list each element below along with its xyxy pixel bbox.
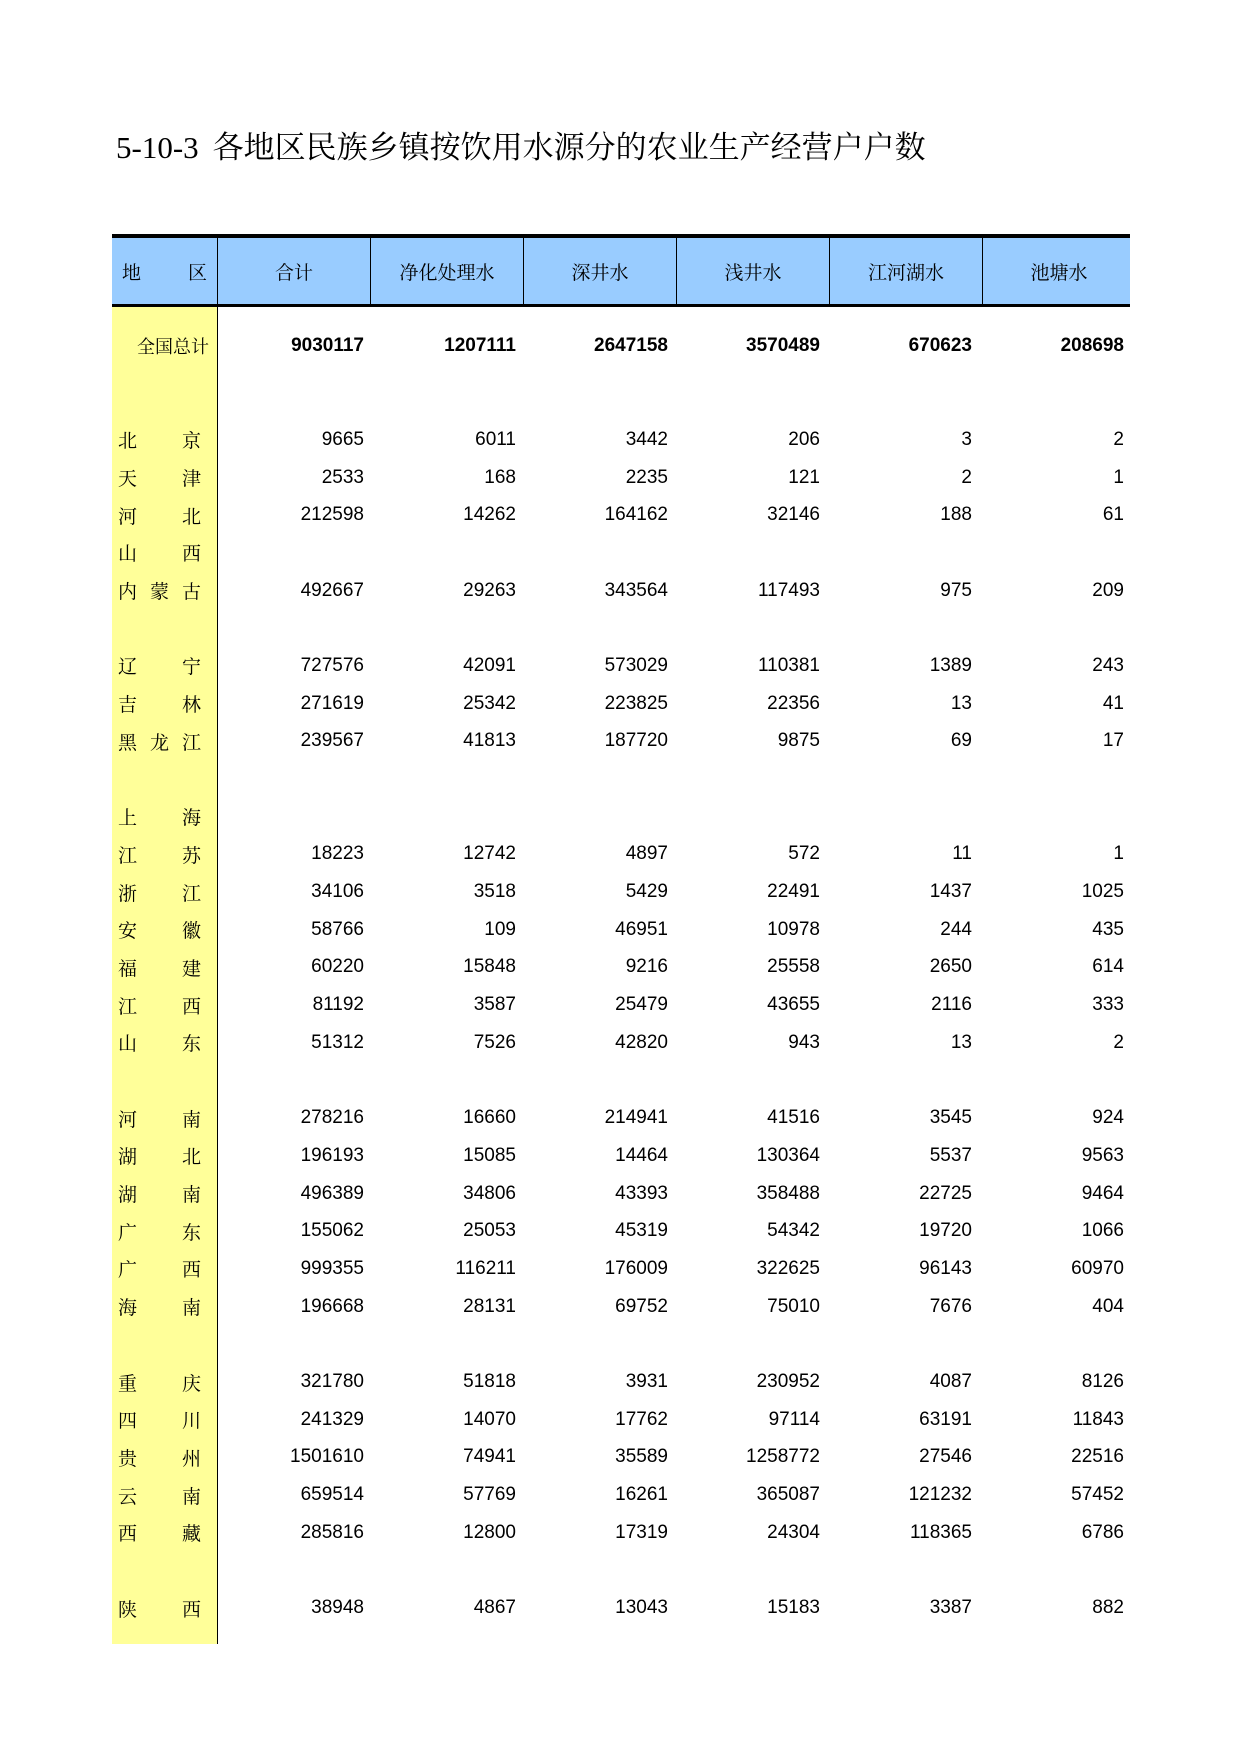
cell-value: 42820 (615, 1031, 668, 1053)
cell-value: 1437 (929, 881, 972, 903)
cell-value: 69 (950, 730, 972, 752)
cell-value: 333 (1092, 994, 1124, 1016)
header-purified-water: 净化处理水 (370, 238, 523, 304)
cell-value: 196668 (300, 1295, 364, 1317)
cell-value: 57769 (463, 1484, 516, 1506)
cell-value: 4087 (929, 1371, 972, 1393)
cell-value: 659514 (300, 1484, 364, 1506)
cell-value: 2 (1113, 1031, 1124, 1053)
region-name (112, 1369, 217, 1396)
blank-row (112, 1326, 1130, 1364)
cell-value: 435 (1092, 918, 1124, 940)
table-title: 各地区民族乡镇按饮用水源分的农业生产经营户户数 (212, 130, 926, 165)
cell-value: 12800 (463, 1521, 516, 1543)
cell-value: 6011 (475, 428, 516, 450)
blank-row (112, 1062, 1130, 1100)
cell-value: 22356 (767, 692, 820, 714)
total-value: 3570489 (746, 335, 820, 356)
cell-value: 34106 (311, 881, 364, 903)
cell-value: 3442 (625, 428, 668, 450)
region-char: 古 (181, 581, 201, 604)
region-char: 重 (118, 1372, 138, 1395)
table-row (112, 873, 1130, 911)
region-name (112, 1255, 217, 1282)
region-name (112, 992, 217, 1019)
region-char: 建 (181, 957, 201, 980)
cell-value: 3 (961, 428, 972, 450)
cell-value: 3545 (929, 1107, 972, 1129)
cell-value: 572 (788, 843, 820, 865)
cell-value: 121232 (908, 1484, 972, 1506)
cell-value: 22725 (919, 1182, 972, 1204)
cell-value: 17319 (615, 1521, 668, 1543)
cell-value: 241329 (300, 1408, 364, 1430)
region-name (112, 841, 217, 868)
table-row (112, 1589, 1130, 1627)
table-row (112, 1212, 1130, 1250)
cell-value: 17762 (615, 1408, 668, 1430)
cell-value: 22516 (1071, 1446, 1124, 1468)
blank-row (112, 609, 1130, 647)
region-name (112, 803, 217, 830)
table-row (112, 1476, 1130, 1514)
cell-value: 243 (1092, 654, 1124, 676)
cell-value: 15183 (767, 1597, 820, 1619)
cell-value: 14464 (615, 1144, 668, 1166)
table-row (112, 1439, 1130, 1477)
region-char: 内 (118, 581, 138, 604)
blank-row (112, 760, 1130, 798)
region-name (112, 1482, 217, 1509)
table-row (112, 723, 1130, 761)
cell-value: 176009 (604, 1257, 668, 1279)
region-name (112, 1519, 217, 1546)
cell-value: 2235 (625, 466, 668, 488)
cell-value: 1389 (929, 654, 972, 676)
cell-value: 13 (950, 692, 972, 714)
table-row (112, 1288, 1130, 1326)
region-name (112, 426, 217, 453)
cell-value: 15848 (463, 956, 516, 978)
region-char: 南 (181, 1108, 201, 1131)
cell-value: 2650 (929, 956, 972, 978)
cell-value: 2 (961, 466, 972, 488)
cell-value: 1066 (1081, 1220, 1124, 1242)
cell-value: 5537 (929, 1144, 972, 1166)
region-char: 江 (118, 995, 138, 1018)
cell-value: 38948 (311, 1597, 364, 1619)
cell-value: 29263 (463, 579, 516, 601)
region-char: 西 (181, 1259, 201, 1282)
table-row (112, 1137, 1130, 1175)
cell-value: 96143 (919, 1257, 972, 1279)
region-char: 山 (118, 543, 138, 566)
table-header (112, 234, 1130, 307)
total-value: 2647158 (594, 335, 668, 356)
region-char: 林 (181, 694, 201, 717)
total-value: 670623 (908, 335, 972, 356)
region-char: 西 (118, 1523, 138, 1546)
cell-value: 13043 (615, 1597, 668, 1619)
cell-value: 42091 (463, 654, 516, 676)
cell-value: 18223 (311, 843, 364, 865)
cell-value: 9464 (1081, 1182, 1124, 1204)
region-char: 湖 (118, 1184, 138, 1207)
table-row (112, 1514, 1130, 1552)
region-name (112, 879, 217, 906)
region-char: 庆 (181, 1372, 201, 1395)
cell-value: 943 (788, 1031, 820, 1053)
region-char: 江 (181, 731, 201, 754)
cell-value: 45319 (615, 1220, 668, 1242)
cell-value: 41 (1102, 692, 1124, 714)
cell-value: 9875 (777, 730, 820, 752)
cell-value: 12742 (463, 843, 516, 865)
cell-value: 27546 (919, 1446, 972, 1468)
table-row (112, 911, 1130, 949)
cell-value: 7526 (473, 1031, 516, 1053)
header-pond-water: 池塘水 (982, 238, 1135, 304)
cell-value: 13 (950, 1031, 972, 1053)
cell-value: 271619 (300, 692, 364, 714)
table-code: 5-10-3 (116, 130, 199, 165)
cell-value: 365087 (756, 1484, 820, 1506)
region-name (112, 1444, 217, 1471)
cell-value: 975 (940, 579, 972, 601)
cell-value: 404 (1092, 1295, 1124, 1317)
region-char: 津 (181, 468, 201, 491)
cell-value: 16261 (615, 1484, 668, 1506)
region-name (112, 577, 217, 604)
cell-value: 196193 (300, 1144, 364, 1166)
cell-value: 1 (1113, 466, 1124, 488)
region-char: 东 (181, 1221, 201, 1244)
cell-value: 999355 (300, 1257, 364, 1279)
cell-value: 46951 (615, 918, 668, 940)
cell-value: 11 (952, 843, 972, 865)
total-value: 208698 (1060, 335, 1124, 356)
region-char: 天 (118, 468, 138, 491)
cell-value: 16660 (463, 1107, 516, 1129)
cell-value: 121 (788, 466, 820, 488)
cell-value: 1025 (1081, 881, 1124, 903)
cell-value: 2 (1113, 428, 1124, 450)
region-name (112, 652, 217, 679)
region-char: 吉 (118, 694, 138, 717)
cell-value: 58766 (311, 918, 364, 940)
region-char: 川 (181, 1410, 201, 1433)
cell-value: 15085 (463, 1144, 516, 1166)
cell-value: 54342 (767, 1220, 820, 1242)
region-char: 东 (181, 1033, 201, 1056)
cell-value: 118365 (910, 1521, 972, 1543)
cell-value: 74941 (463, 1446, 516, 1468)
cell-value: 60970 (1071, 1257, 1124, 1279)
cell-value: 5429 (625, 881, 668, 903)
region-char: 徽 (181, 920, 201, 943)
region-char: 南 (181, 1485, 201, 1508)
table-row (112, 1363, 1130, 1401)
table-row (112, 1175, 1130, 1213)
region-char: 京 (181, 430, 201, 453)
cell-value: 285816 (300, 1521, 364, 1543)
header-total: 合计 (217, 238, 370, 304)
table-row (112, 647, 1130, 685)
table-row (112, 1401, 1130, 1439)
cell-value: 51312 (311, 1031, 364, 1053)
table-row (112, 1024, 1130, 1062)
cell-value: 25479 (615, 994, 668, 1016)
table-row (112, 1099, 1130, 1137)
region-char: 浙 (118, 882, 138, 905)
region-name (112, 916, 217, 943)
cell-value: 22491 (767, 881, 820, 903)
cell-value: 214941 (604, 1107, 668, 1129)
table-row (112, 685, 1130, 723)
region-name (112, 1105, 217, 1132)
total-value: 9030117 (291, 335, 364, 356)
cell-value: 209 (1092, 579, 1124, 601)
cell-value: 9216 (625, 956, 668, 978)
region-name (112, 1406, 217, 1433)
region-char: 黑 (118, 731, 138, 754)
cell-value: 206 (788, 428, 820, 450)
region-char: 广 (118, 1259, 138, 1282)
region-char: 陕 (118, 1598, 138, 1621)
region-char: 贵 (118, 1447, 138, 1470)
cell-value: 187720 (604, 730, 668, 752)
cell-value: 19720 (919, 1220, 972, 1242)
cell-value: 116211 (455, 1257, 516, 1279)
cell-value: 28131 (463, 1295, 516, 1317)
cell-value: 924 (1092, 1107, 1124, 1129)
cell-value: 1258772 (746, 1446, 820, 1468)
cell-value: 61 (1102, 504, 1124, 526)
cell-value: 24304 (767, 1521, 820, 1543)
region-name (112, 464, 217, 491)
cell-value: 57452 (1071, 1484, 1124, 1506)
region-char: 辽 (118, 656, 138, 679)
cell-value: 573029 (604, 654, 668, 676)
cell-value: 14070 (463, 1408, 516, 1430)
header-region (112, 238, 217, 304)
cell-value: 496389 (300, 1182, 364, 1204)
table-row (112, 496, 1130, 534)
header-shallow-well-water: 浅井水 (676, 238, 829, 304)
cell-value: 81192 (312, 994, 364, 1016)
cell-value: 614 (1092, 956, 1124, 978)
cell-value: 63191 (919, 1408, 972, 1430)
region-char: 云 (118, 1485, 138, 1508)
cell-value: 9665 (321, 428, 364, 450)
table-row (112, 421, 1130, 459)
region-name (112, 728, 217, 755)
region-name (112, 954, 217, 981)
total-row (112, 307, 1130, 385)
cell-value: 34806 (463, 1182, 516, 1204)
cell-value: 492667 (300, 579, 364, 601)
page-title (116, 122, 926, 167)
cell-value: 155062 (300, 1220, 364, 1242)
region-char: 南 (181, 1184, 201, 1207)
header-region-char: 地 (122, 261, 142, 284)
region-char: 宁 (181, 656, 201, 679)
data-table (112, 234, 1130, 1644)
region-char: 四 (118, 1410, 138, 1433)
cell-value: 35589 (615, 1446, 668, 1468)
cell-value: 9563 (1081, 1144, 1124, 1166)
table-row (112, 949, 1130, 987)
region-name (112, 1218, 217, 1245)
region-char: 安 (118, 920, 138, 943)
cell-value: 3931 (625, 1371, 668, 1393)
cell-value: 358488 (756, 1182, 820, 1204)
cell-value: 51818 (463, 1371, 516, 1393)
cell-value: 41516 (767, 1107, 820, 1129)
region-char: 海 (181, 807, 201, 830)
cell-value: 212598 (300, 504, 364, 526)
cell-value: 244 (940, 918, 972, 940)
table-end (112, 1627, 1130, 1644)
cell-value: 168 (484, 466, 516, 488)
cell-value: 75010 (767, 1295, 820, 1317)
cell-value: 6786 (1081, 1521, 1124, 1543)
region-char: 上 (118, 807, 138, 830)
cell-value: 278216 (300, 1107, 364, 1129)
cell-value: 14262 (463, 504, 516, 526)
cell-value: 11843 (1072, 1408, 1124, 1430)
cell-value: 32146 (767, 504, 820, 526)
region-char: 广 (118, 1221, 138, 1244)
cell-value: 97114 (768, 1408, 820, 1430)
cell-value: 4867 (473, 1597, 516, 1619)
blank-row (112, 1552, 1130, 1590)
cell-value: 130364 (756, 1144, 820, 1166)
region-name (112, 502, 217, 529)
cell-value: 322625 (756, 1257, 820, 1279)
cell-value: 43393 (615, 1182, 668, 1204)
spacer (112, 385, 1130, 421)
table-row (112, 798, 1130, 836)
cell-value: 8126 (1081, 1371, 1124, 1393)
region-char: 山 (118, 1033, 138, 1056)
cell-value: 239567 (300, 730, 364, 752)
cell-value: 25053 (463, 1220, 516, 1242)
region-char: 北 (181, 505, 201, 528)
table-body (112, 307, 1130, 1644)
total-label: 全国总计 (137, 337, 209, 358)
region-char: 湖 (118, 1146, 138, 1169)
cell-value: 223825 (604, 692, 668, 714)
cell-value: 17 (1102, 730, 1124, 752)
region-char: 西 (181, 995, 201, 1018)
cell-value: 164162 (604, 504, 668, 526)
header-deep-well-water: 深井水 (523, 238, 676, 304)
table-row (112, 459, 1130, 497)
cell-value: 117493 (758, 579, 820, 601)
region-name (112, 539, 217, 566)
cell-value: 4897 (625, 843, 668, 865)
region-char: 福 (118, 957, 138, 980)
total-value: 1207111 (444, 335, 516, 356)
region-name (112, 690, 217, 717)
cell-value: 110381 (758, 654, 820, 676)
cell-value: 3387 (929, 1597, 972, 1619)
cell-value: 41813 (463, 730, 516, 752)
region-name (112, 1293, 217, 1320)
region-char: 蒙 (149, 581, 169, 604)
cell-value: 2533 (321, 466, 364, 488)
cell-value: 43655 (767, 994, 820, 1016)
region-char: 海 (118, 1297, 138, 1320)
cell-value: 7676 (929, 1295, 972, 1317)
region-name (112, 1029, 217, 1056)
cell-value: 10978 (767, 918, 820, 940)
header-region-char: 区 (187, 261, 207, 284)
region-char: 藏 (181, 1523, 201, 1546)
table-row (112, 572, 1130, 610)
header-river-lake-water: 江河湖水 (829, 238, 982, 304)
cell-value: 1501610 (290, 1446, 364, 1468)
cell-value: 1 (1113, 843, 1124, 865)
cell-value: 188 (940, 504, 972, 526)
cell-value: 882 (1092, 1597, 1124, 1619)
cell-value: 25342 (463, 692, 516, 714)
region-char: 南 (181, 1297, 201, 1320)
table-row (112, 1250, 1130, 1288)
region-char: 河 (118, 1108, 138, 1131)
cell-value: 343564 (604, 579, 668, 601)
cell-value: 60220 (311, 956, 364, 978)
region-char: 江 (181, 882, 201, 905)
cell-value: 3587 (473, 994, 516, 1016)
region-char: 苏 (181, 844, 201, 867)
cell-value: 2116 (931, 994, 972, 1016)
region-char: 北 (181, 1146, 201, 1169)
cell-value: 230952 (756, 1371, 820, 1393)
cell-value: 321780 (300, 1371, 364, 1393)
region-name (112, 1180, 217, 1207)
region-char: 西 (181, 1598, 201, 1621)
region-char: 龙 (149, 731, 169, 754)
region-char: 北 (118, 430, 138, 453)
cell-value: 25558 (767, 956, 820, 978)
table-row (112, 836, 1130, 874)
table-row (112, 534, 1130, 572)
region-char: 西 (181, 543, 201, 566)
cell-value: 69752 (615, 1295, 668, 1317)
region-name (112, 1595, 217, 1622)
region-name (112, 1142, 217, 1169)
cell-value: 109 (484, 918, 516, 940)
table-row (112, 986, 1130, 1024)
region-char: 河 (118, 505, 138, 528)
region-char: 州 (181, 1447, 201, 1470)
cell-value: 727576 (300, 654, 364, 676)
region-char: 江 (118, 844, 138, 867)
cell-value: 3518 (473, 881, 516, 903)
